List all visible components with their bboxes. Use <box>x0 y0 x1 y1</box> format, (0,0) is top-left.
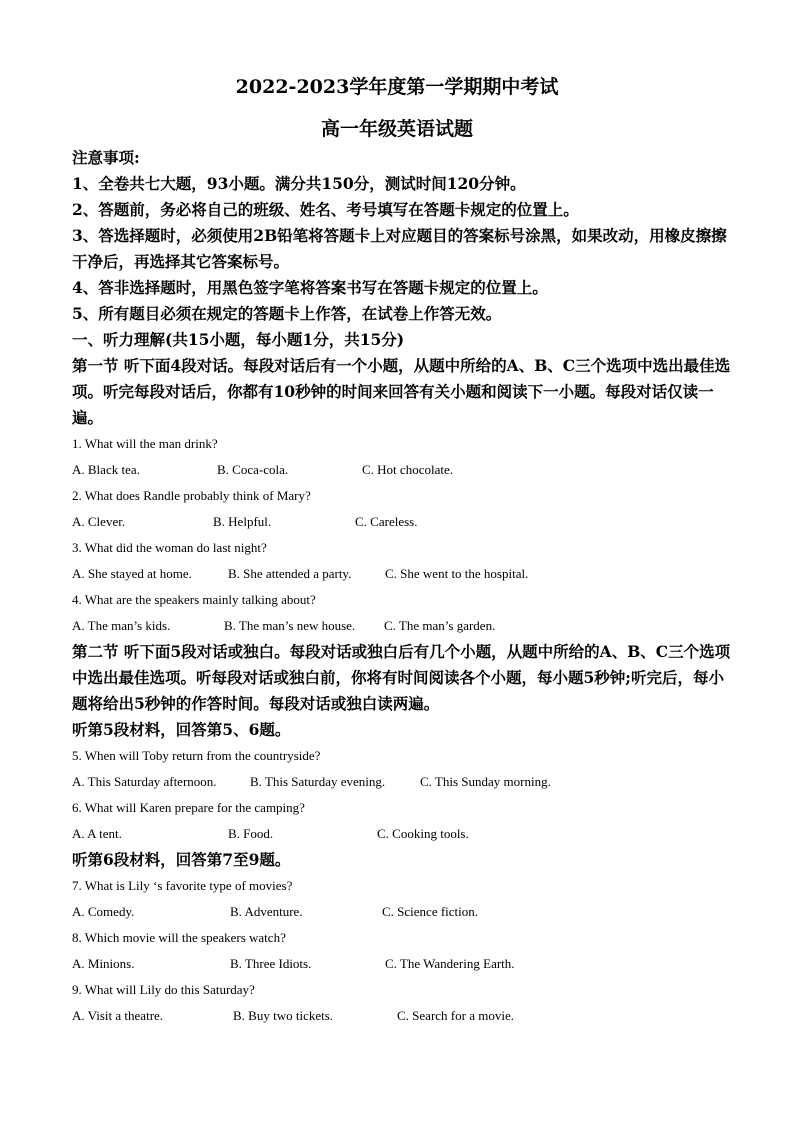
q7-option-b: B. Adventure. <box>230 904 303 919</box>
q4-option-b: B. The man’s new house. <box>224 618 356 633</box>
q9-option-b: B. Buy two tickets. <box>233 1008 334 1023</box>
note-item-5: 5、所有题目必须在规定的答题卡上作答，在试卷上作答无效。 <box>72 304 502 323</box>
question-4: 4. What are the speakers mainly talking about? <box>72 592 316 607</box>
q3-option-c: C. She went to the hospital. <box>385 566 529 581</box>
q8-option-a: A. Minions. <box>72 956 135 971</box>
q3-option-a: A. She stayed at home. <box>72 566 192 581</box>
exam-title: 2022-2023学年度第一学期期中考试 <box>235 76 559 98</box>
note-item-3: 3、答选择题时，必须使用2B铅笔将答题卡上对应题目的答案标号涂黑，如果改动，用橡皮擦擦干净后，再选择其它答案标号。 <box>72 226 727 271</box>
q9-option-c: C. Search for a movie. <box>397 1008 514 1023</box>
material-6-heading: 听第6段材料，回答第7至9题。 <box>72 850 291 869</box>
note-item-2: 2、答题前，务必将自己的班级、姓名、考号填写在答题卡规定的位置上。 <box>72 200 579 219</box>
exam-subtitle: 高一年级英语试题 <box>320 118 473 140</box>
section2-instructions: 第二节 听下面5段对话或独白。每段对话或独白后有几个小题，从题中所给的A、B、C三个选项中选出最佳选项。听每段对话或独白前，你将有时间阅读各个小题，每小题5秒钟;听完后，每小题将给出5秒钟的作答时间。每段对话或独白读两遍。 <box>72 642 731 713</box>
q1-option-b: B. Coca-cola. <box>217 462 289 477</box>
q8-option-c: C. The Wandering Earth. <box>385 956 515 971</box>
q5-option-c: C. This Sunday morning. <box>420 774 551 789</box>
q2-option-b: B. Helpful. <box>213 514 272 529</box>
q9-option-a: A. Visit a theatre. <box>72 1008 164 1023</box>
question-7: 7. What is Lily ‘s favorite type of movies? <box>72 878 293 893</box>
question-1: 1. What will the man drink? <box>72 436 218 451</box>
question-8: 8. Which movie will the speakers watch? <box>72 930 286 945</box>
q4-option-c: C. The man’s garden. <box>384 618 496 633</box>
q5-option-a: A. This Saturday afternoon. <box>72 774 217 789</box>
q2-option-a: A. Clever. <box>72 514 126 529</box>
q7-option-c: C. Science fiction. <box>382 904 479 919</box>
part1-heading: 一、听力理解(共15小题，每小题1分，共15分) <box>72 330 405 349</box>
question-9: 9. What will Lily do this Saturday? <box>72 982 255 997</box>
q5-option-b: B. This Saturday evening. <box>250 774 386 789</box>
question-3: 3. What did the woman do last night? <box>72 540 267 555</box>
question-6: 6. What will Karen prepare for the camping? <box>72 800 305 815</box>
q1-option-c: C. Hot chocolate. <box>362 462 453 477</box>
q1-option-a: A. Black tea. <box>72 462 140 477</box>
question-2: 2. What does Randle probably think of Mary? <box>72 488 311 503</box>
q6-option-c: C. Cooking tools. <box>377 826 469 841</box>
q6-option-b: B. Food. <box>228 826 274 841</box>
note-item-1: 1、全卷共七大题，93小题。满分共150分，测试时间120分钟。 <box>72 174 526 193</box>
notes-heading: 注意事项: <box>72 148 140 167</box>
q8-option-b: B. Three Idiots. <box>230 956 312 971</box>
q6-option-a: A. A tent. <box>72 826 122 841</box>
question-5: 5. When will Toby return from the countryside? <box>72 748 321 763</box>
q7-option-a: A. Comedy. <box>72 904 135 919</box>
q3-option-b: B. She attended a party. <box>228 566 352 581</box>
section1-instructions: 第一节 听下面4段对话。每段对话后有一个小题，从题中所给的A、B、C三个选项中选出最佳选项。听完每段对话后，你都有10秒钟的时间来回答有关小题和阅读下一小题。每段对话仅读一遍。 <box>72 356 731 427</box>
q4-option-a: A. The man’s kids. <box>72 618 171 633</box>
q2-option-c: C. Careless. <box>355 514 418 529</box>
note-item-4: 4、答非选择题时，用黑色签字笔将答案书写在答题卡规定的位置上。 <box>72 278 548 297</box>
material-5-heading: 听第5段材料，回答第5、6题。 <box>72 720 291 739</box>
